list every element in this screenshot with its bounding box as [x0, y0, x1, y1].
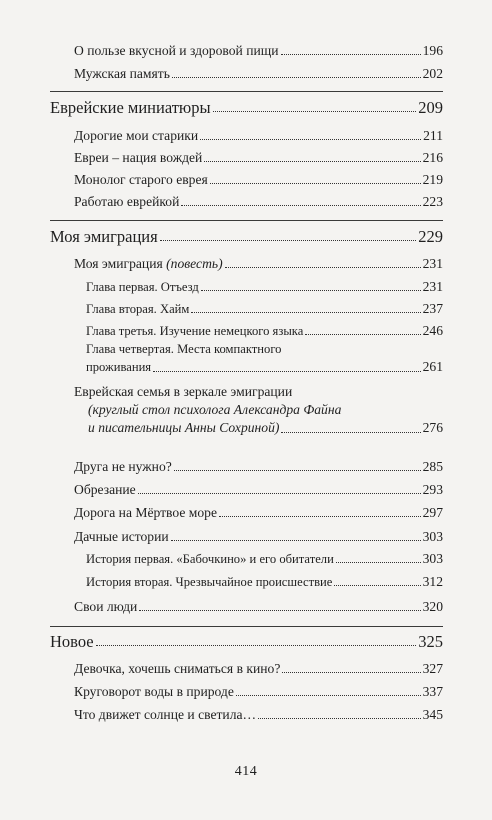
toc-entry-title: Что движет солнце и светила… — [74, 707, 257, 722]
toc-section-page: 229 — [418, 227, 443, 246]
toc-entry-male-memory — [74, 67, 443, 82]
toc-entry-page: 345 — [422, 707, 443, 722]
toc-entry-dead-sea — [74, 506, 443, 521]
toc-entry-my-emigration-novella — [74, 257, 443, 272]
section-divider — [50, 91, 443, 92]
toc-entry-nation-of-leaders — [74, 151, 443, 166]
dot-leader — [160, 240, 417, 241]
dot-leader — [213, 111, 417, 112]
dot-leader — [281, 432, 420, 433]
dot-leader — [201, 290, 421, 291]
toc-entry-title-text: Моя эмиграция — [74, 256, 163, 271]
dot-leader — [336, 562, 421, 563]
dot-leader — [258, 718, 421, 719]
toc-entry-title: История вторая. Чрезвычайное происшествие — [86, 575, 333, 590]
dot-leader — [172, 77, 421, 78]
toc-entry-title: Глава третья. Изучение немецкого языка — [86, 324, 304, 339]
toc-entry-page: 312 — [422, 574, 443, 589]
toc-entry-story-2 — [86, 575, 443, 590]
dot-leader — [153, 371, 421, 372]
section-divider — [50, 626, 443, 627]
dot-leader — [334, 585, 420, 586]
toc-entry-monologue — [74, 173, 443, 188]
toc-entry-story-1 — [86, 552, 443, 567]
toc-entry-page: 246 — [422, 323, 443, 338]
toc-entry-chapter-2 — [86, 302, 443, 317]
toc-entry-title: Мужская память — [74, 66, 170, 81]
toc-entry-page: 237 — [422, 301, 443, 316]
toc-entry-page: 285 — [422, 459, 443, 474]
toc-entry-own-people — [74, 600, 443, 615]
toc-entry-last-line — [74, 419, 443, 437]
toc-entry-page: 211 — [423, 128, 443, 143]
toc-entry-page: 223 — [422, 194, 443, 209]
toc-section-title: Новое — [50, 632, 94, 651]
dot-leader — [138, 493, 421, 494]
toc-entry-title: Обрезание — [74, 482, 136, 497]
dot-leader — [174, 470, 421, 471]
toc-entry-circumcision — [74, 483, 443, 498]
toc-entry-jewish-family — [74, 383, 443, 437]
toc-entry-title: Дачные истории — [74, 529, 169, 544]
dot-leader — [139, 610, 420, 611]
toc-entry-chapter-1 — [86, 280, 443, 295]
toc-entry-title-line: Еврейская семья в зеркале эмиграции — [74, 384, 293, 399]
toc-entry-title: Дорога на Мёртвое море — [74, 505, 218, 520]
toc-entry-title: Работаю еврейкой — [74, 194, 180, 209]
toc-section-title: Еврейские миниатюры — [50, 98, 211, 117]
toc-entry-title — [74, 257, 223, 272]
dot-leader — [191, 312, 420, 313]
toc-entry-page: 231 — [422, 256, 443, 271]
toc-entry-page: 337 — [422, 684, 443, 699]
toc-entry-page: 303 — [422, 551, 443, 566]
toc-entry-food — [74, 44, 443, 59]
toc-entry-title: Глава первая. Отъезд — [86, 280, 199, 295]
dot-leader — [171, 540, 421, 541]
dot-leader — [96, 645, 417, 646]
toc-entry-page: 202 — [422, 66, 443, 81]
toc-entry-page: 196 — [422, 43, 443, 58]
toc-section-new — [50, 633, 443, 651]
dot-leader — [210, 183, 421, 184]
toc-entry-title: Дорогие мои старики — [74, 128, 199, 143]
toc-entry-title-line: (круглый стол психолога Александра Файна — [88, 401, 342, 417]
toc-entry-note: (повесть) — [166, 256, 223, 271]
toc-entry-title-line: Глава четвертая. Места компактного — [86, 342, 282, 356]
toc-entry-page: 276 — [422, 419, 443, 435]
toc-entry-page: 261 — [422, 358, 443, 374]
toc-entry-dacha-stories — [74, 530, 443, 545]
toc-entry-title: История первая. «Бабочкино» и его обитатели — [86, 552, 334, 567]
dot-leader — [225, 267, 421, 268]
toc-section-page: 325 — [418, 632, 443, 651]
dot-leader — [219, 516, 421, 517]
toc-entry-chapter-4 — [86, 341, 443, 376]
toc-entry-page: 216 — [422, 150, 443, 165]
toc-entry-chapter-3 — [86, 324, 443, 339]
toc-entry-title: Глава вторая. Хайм — [86, 302, 190, 317]
toc-entry-girl-movie — [74, 662, 443, 677]
page-number: 414 — [234, 764, 258, 779]
toc-entry-page: 219 — [422, 172, 443, 187]
toc-entry-no-friend — [74, 460, 443, 475]
toc-entry-title: Девочка, хочешь сниматься в кино? — [74, 661, 281, 676]
dot-leader — [204, 161, 420, 162]
toc-entry-working-as-jewess — [74, 195, 443, 210]
dot-leader — [200, 139, 421, 140]
dot-leader — [282, 672, 420, 673]
toc-entry-dear-old-folks — [74, 129, 443, 144]
toc-section-page: 209 — [418, 98, 443, 117]
toc-entry-page: 320 — [422, 599, 443, 614]
toc-entry-last-line — [86, 358, 443, 376]
toc-entry-title-line: проживания — [86, 359, 152, 374]
toc-entry-title: Евреи – нация вождей — [74, 150, 203, 165]
toc-entry-page: 293 — [422, 482, 443, 497]
toc-entry-page: 327 — [422, 661, 443, 676]
section-divider — [50, 220, 443, 221]
toc-entry-title: О пользе вкусной и здоровой пищи — [74, 43, 279, 58]
toc-entry-page: 303 — [422, 529, 443, 544]
toc-section-my-emigration — [50, 228, 443, 246]
toc-entry-title: Монолог старого еврея — [74, 172, 208, 187]
dot-leader — [281, 54, 421, 55]
toc-entry-title: Друга не нужно? — [74, 459, 172, 474]
dot-leader — [181, 205, 420, 206]
toc-entry-title-line: и писательницы Анны Сохриной) — [88, 419, 280, 435]
toc-entry-page: 297 — [422, 505, 443, 520]
toc-entry-sun-and-stars — [74, 708, 443, 723]
toc-entry-title: Свои люди — [74, 599, 138, 614]
dot-leader — [236, 695, 421, 696]
toc-section-title: Моя эмиграция — [50, 227, 158, 246]
toc-entry-page: 231 — [422, 279, 443, 294]
dot-leader — [305, 334, 420, 335]
toc-section-jewish-miniatures — [50, 99, 443, 117]
toc-entry-title: Круговорот воды в природе — [74, 684, 234, 699]
toc-entry-water-cycle — [74, 685, 443, 700]
